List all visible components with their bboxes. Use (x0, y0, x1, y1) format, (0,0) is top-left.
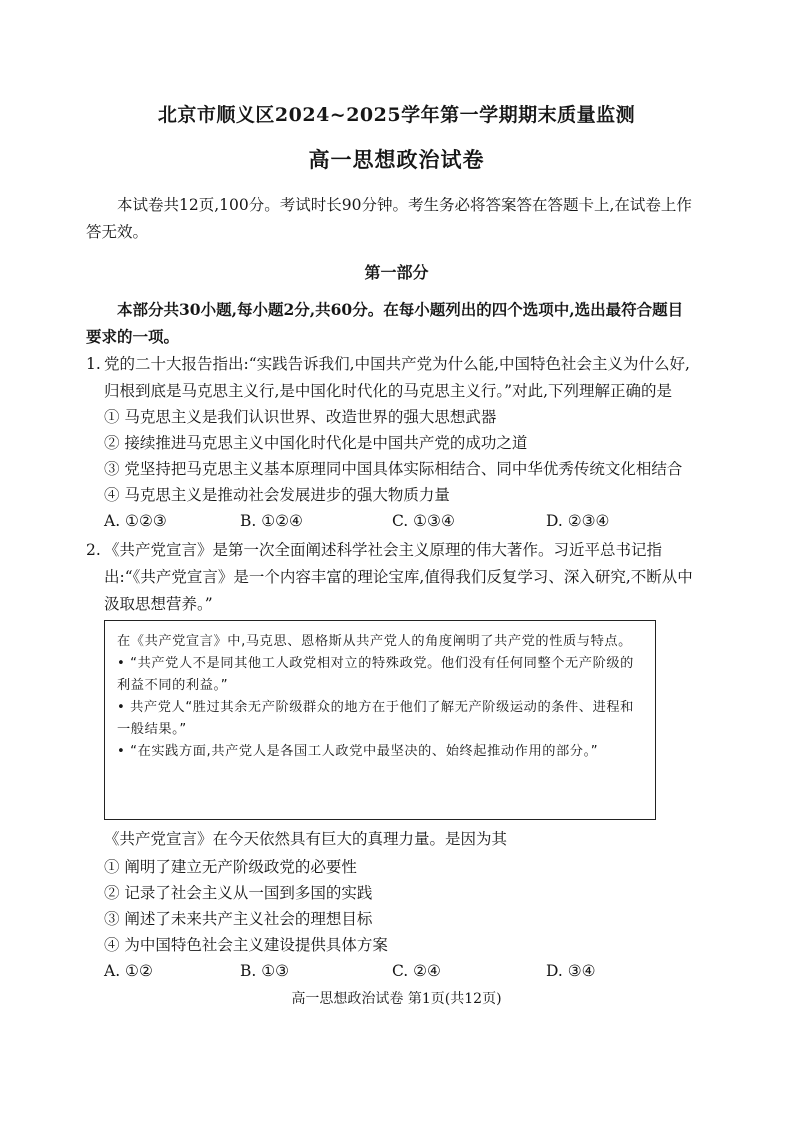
q2-options (104, 958, 664, 984)
material-bullet-1: • “共产党人不是同其他工人政党相对立的特殊政党。他们没有任何同整个无产阶级的利益不同的利益。” (117, 653, 643, 697)
q1-item-4: ④ 马克思主义是推动社会发展进步的强大物质力量 (104, 486, 450, 504)
part-description: 本部分共30小题,每小题2分,共60分。在每小题列出的四个选项中,选出最符合题目要求的一项。 (86, 300, 684, 346)
q2-item-2: ② 记录了社会主义从一国到多国的实践 (104, 884, 373, 902)
material-box (104, 620, 656, 820)
material-bullet-3: • “在实践方面,共产党人是各国工人政党中最坚决的、始终起推动作用的部分。” (117, 741, 643, 763)
q2-option-b[interactable]: B. ①③ (240, 962, 290, 980)
q2-item-3: ③ 阐述了未来共产主义社会的理想目标 (104, 910, 373, 928)
page-footer: 高一思想政治试卷 第1页(共12页) (291, 991, 502, 1007)
question-2-stem (86, 537, 698, 618)
question-text: 《共产党宣言》是第一次全面阐述科学社会主义原理的伟大著作。习近平总书记指出:“《共产党宣言》是一个内容丰富的理论宝库,值得我们反复学习、深入研究,不断从中汲取思想营养。” (104, 541, 693, 613)
q2-option-a[interactable]: A. ①② (104, 962, 153, 980)
exam-title: 北京市顺义区2024~2025学年第一学期期末质量监测 (157, 104, 636, 126)
exam-subtitle: 高一思想政治试卷 (308, 147, 485, 172)
q2-item-1: ① 阐明了建立无产阶级政党的必要性 (104, 858, 357, 876)
question-number: 1. (86, 355, 101, 373)
q1-option-a[interactable]: A. ①②③ (104, 512, 167, 530)
q2-lead: 《共产党宣言》在今天依然具有巨大的真理力量。是因为其 (104, 830, 508, 848)
q1-item-3: ③ 党坚持把马克思主义基本原理同中国具体实际相结合、同中华优秀传统文化相结合 (104, 460, 683, 478)
q1-option-b[interactable]: B. ①②④ (240, 512, 303, 530)
q2-option-d[interactable]: D. ③④ (546, 962, 596, 980)
exam-instructions: 本试卷共12页,100分。考试时长90分钟。考生务必将答案答在答题卡上,在试卷上作答无效。 (86, 196, 692, 241)
question-1-stem (86, 351, 698, 405)
material-bullet-2: • 共产党人“胜过其余无产阶级群众的地方在于他们了解无产阶级运动的条件、进程和一般结果。” (117, 697, 643, 741)
question-number: 2. (86, 541, 101, 559)
q1-option-c[interactable]: C. ①③④ (392, 512, 455, 530)
q2-option-c[interactable]: C. ②④ (392, 962, 441, 980)
q1-item-1: ① 马克思主义是我们认识世界、改造世界的强大思想武器 (104, 408, 497, 426)
material-intro: 在《共产党宣言》中,马克思、恩格斯从共产党人的角度阐明了共产党的性质与特点。 (117, 634, 632, 649)
q1-option-d[interactable]: D. ②③④ (546, 512, 610, 530)
q1-options (104, 508, 664, 534)
part-title: 第一部分 (364, 263, 429, 282)
question-text: 党的二十大报告指出:“实践告诉我们,中国共产党为什么能,中国特色社会主义为什么好,归根到底是马克思主义行,是中国化时代化的马克思主义行。”对此,下列理解正确的是 (104, 355, 690, 400)
q1-item-2: ② 接续推进马克思主义中国化时代化是中国共产党的成功之道 (104, 434, 528, 452)
q2-item-4: ④ 为中国特色社会主义建设提供具体方案 (104, 936, 388, 954)
